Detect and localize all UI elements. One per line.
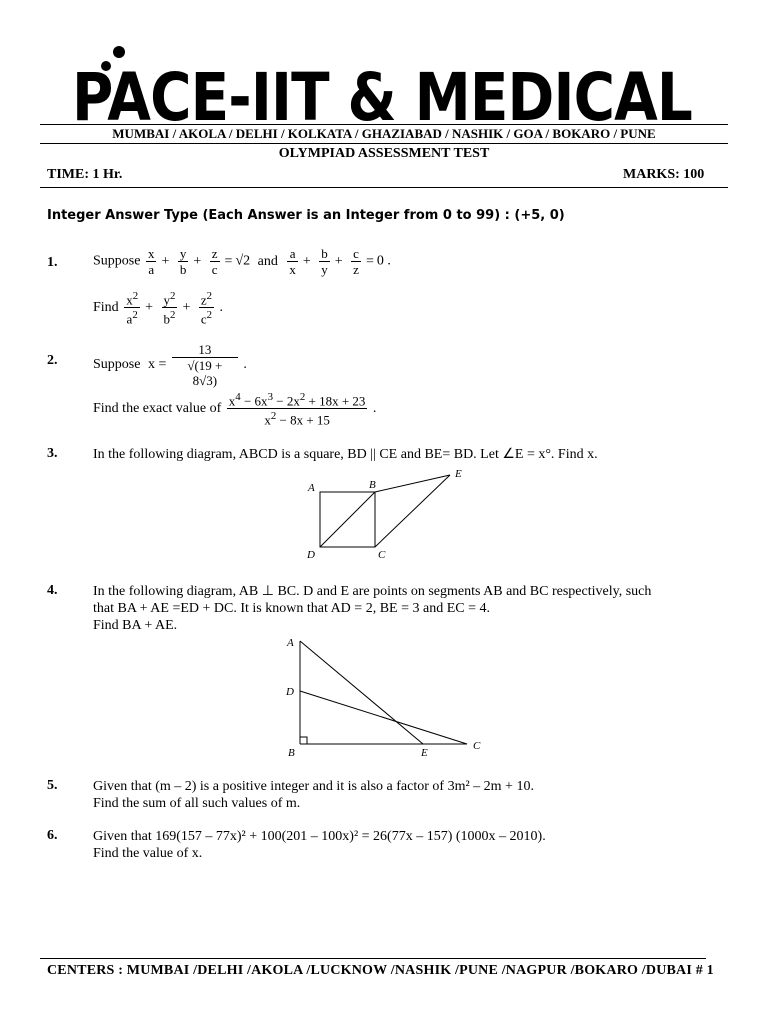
question-number: 1. (47, 255, 58, 270)
question-number: 2. (47, 353, 58, 368)
pace-logo (72, 44, 696, 124)
header-rule-bottom (40, 143, 728, 144)
label-b: B (369, 479, 376, 491)
triangle-diagram (283, 633, 493, 761)
question-4-line2: that BA + AE =ED + DC. It is known that AD = 2, BE = 3 and EC = 4. (93, 601, 490, 616)
city-list: MUMBAI / AKOLA / DELHI / KOLKATA / GHAZIABAD / NASHIK / GOA / BOKARO / PUNE (112, 126, 656, 141)
segment-dc (300, 691, 467, 744)
question-number: 4. (47, 583, 58, 598)
label-c: C (378, 549, 386, 561)
question-number: 6. (47, 828, 58, 843)
question-3-text: In the following diagram, ABCD is a square, BD || CE and BE= BD. Let ∠E = x°. Find x. (93, 447, 598, 462)
question-4-line1: In the following diagram, AB ⊥ BC. D and E are points on segments AB and BC respectively, such (93, 584, 652, 599)
q1-find: Find (93, 300, 119, 316)
segment-be (375, 475, 450, 492)
question-5-line1: Given that (m – 2) is a positive integer and it is also a factor of 3m² – 2m + 10. (93, 779, 534, 794)
question-4-line3: Find BA + AE. (93, 618, 178, 633)
question-1-line2: Find $\frac{x^2}{a^2}$ + $\frac{y^2}{b^2}$ + $\frac{z^2}{c^2}$ . (93, 290, 224, 327)
footer-rule (40, 958, 706, 959)
footer-centers: CENTERS : MUMBAI /DELHI /AKOLA /LUCKNOW /NASHIK /PUNE /NAGPUR /BOKARO /DUBAI # 1 (47, 963, 714, 978)
section-title: Integer Answer Type (Each Answer is an Integer from 0 to 99) : (+5, 0) (47, 208, 565, 223)
right-angle-mark (300, 737, 307, 744)
header-rule-top (40, 124, 728, 125)
label-e: E (455, 468, 462, 480)
label-d: D (286, 686, 294, 698)
question-1-line1: Suppose $\frac{x}{a}$ + $\frac{y}{b}$ + $\frac{z}{c}$ = √2 and $\frac{a}{x}$ + $\frac{b}{y}$ + $\frac{c}{z}$ = 0 . (93, 246, 391, 277)
segment-ae (300, 641, 423, 744)
q1-suppose: Suppose (93, 253, 141, 269)
label-e: E (421, 747, 428, 759)
segment-ce (375, 475, 450, 547)
q1-and: and (257, 253, 278, 269)
label-a: A (287, 637, 294, 649)
marks-label: MARKS: 100 (623, 167, 705, 182)
question-2-line2: Find the exact value of $\frac{x^4 - 6x^3 - 2x^2 + 18x + 23}{x^2 - 8x + 15}$ . (93, 391, 377, 428)
label-a: A (308, 482, 315, 494)
square-diagram (300, 466, 480, 564)
label-b: B (288, 747, 295, 759)
question-5-line2: Find the sum of all such values of m. (93, 796, 301, 811)
question-2-line1: Suppose x = $\frac{13}{√(19 + 8√3)}$ . (93, 342, 247, 388)
q2-find: Find the exact value of (93, 401, 222, 417)
label-c: C (473, 740, 481, 752)
question-number: 3. (47, 446, 58, 461)
question-6-line1: Given that 169(157 – 77x)² + 100(201 – 100x)² = 26(77x – 157) (1000x – 2010). (93, 829, 546, 844)
question-6-line2: Find the value of x. (93, 846, 203, 861)
q2-suppose: Suppose (93, 357, 141, 373)
test-title: OLYMPIAD ASSESSMENT TEST (278, 146, 490, 161)
question-number: 5. (47, 778, 58, 793)
label-d: D (307, 549, 315, 561)
time-label: TIME: 1 Hr. (47, 167, 123, 182)
logo-text: PACE-IIT & MEDICAL (72, 59, 692, 124)
diagonal-bd (320, 492, 375, 547)
header-rule-lower (40, 187, 728, 188)
